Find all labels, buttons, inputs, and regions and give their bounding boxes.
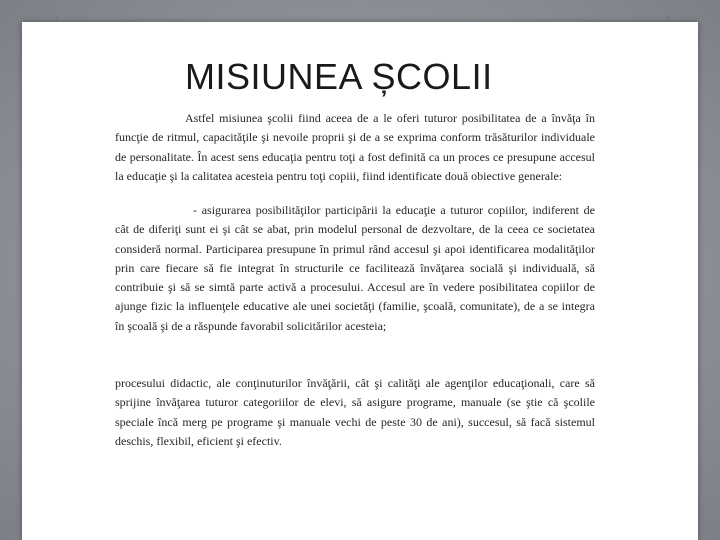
paragraph-objective-one: - asigurarea posibilităţilor participării la educaţie a tuturor copiilor, indiferent de cât de diferiţi sunt ei şi cât se abat, prin modelul personal de dezvoltare, de la ceea ce societatea consideră normal. Participarea presupune în primul rând accesul şi apoi identificarea modalităţilor prin care fiecare să fie integrat în structurile ce facilitează învăţarea socială şi individuală, să contribuie şi să se simtă parte activă a procesului. Accesul are în vedere posibilitatea copiilor de ajunge fizic la influenţele educative ale unei societăţi (familie, şcoală, comunitate), de a se integra în şcoală şi de a răspunde favorabil solicitărilor acesteia; bbox=[115, 203, 595, 333]
slide-title: MISIUNEA ȘCOLII bbox=[185, 56, 493, 97]
paragraph-intro: Astfel misiunea şcolii fiind aceea de a le oferi tuturor posibilitatea de a învăţa în funcţie de ritmul, capacităţile şi nevoile proprii şi de a se exprima conform trăsăturilor individuale de personalitate. În acest sens educaţia pentru toţi a fost definită ca un proces ce presupune accesul la educaţie şi la calitatea acesteia pentru toţi copiii, fiind identificate două obiective generale: bbox=[115, 111, 595, 183]
paragraph-objective-two: procesului didactic, ale conţinuturilor învăţării, cât şi calităţi ale agenţilor educaţionali, care să sprijine învăţarea tuturor categoriilor de elevi, să asigure programe, manuale (se ştie că şcolile speciale încă merg pe programe şi manuale vechi de peste 30 de ani), succesul, să facă sistemul deschis, flexibil, eficient şi efectiv. bbox=[115, 376, 595, 448]
